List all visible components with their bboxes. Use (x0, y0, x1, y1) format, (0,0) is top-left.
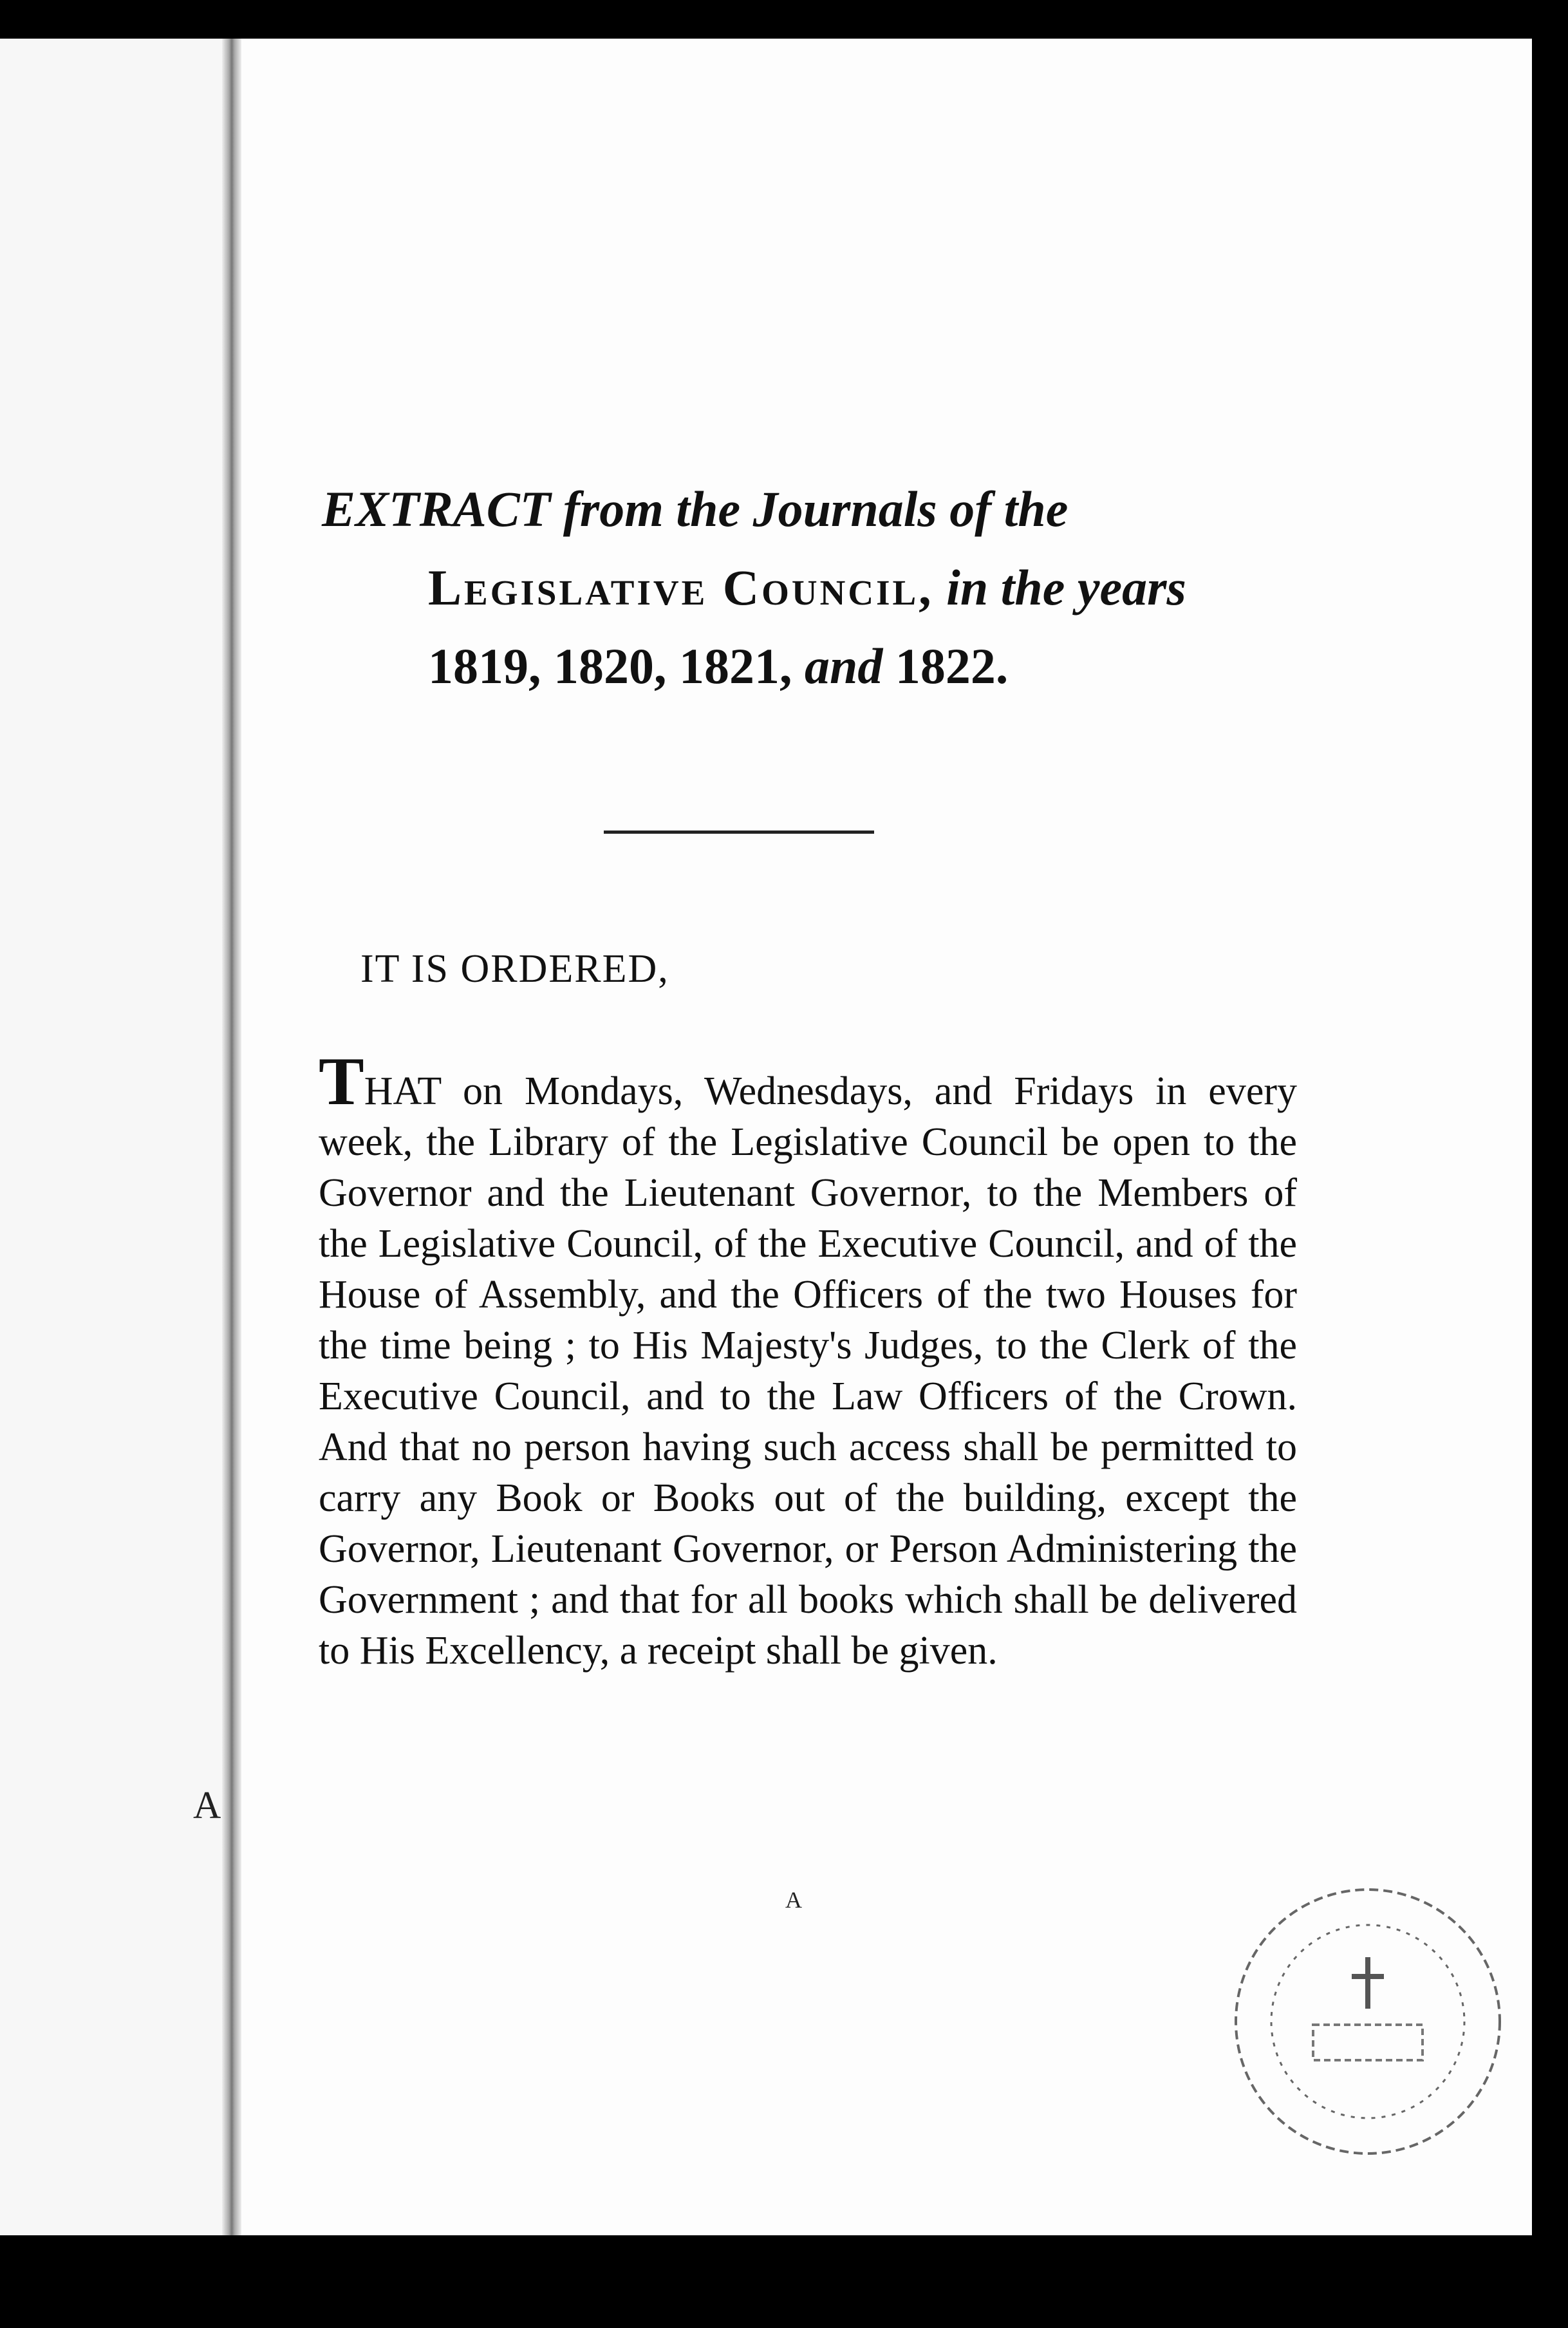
drop-cap: T (319, 1044, 364, 1119)
divider-rule (604, 831, 874, 834)
title-years: 1819, 1820, 1821, (428, 638, 792, 694)
book-gutter (222, 39, 241, 2235)
title-extract: EXTRACT (322, 481, 551, 537)
library-stamp-icon (1217, 1880, 1519, 2163)
title-line-1 (322, 470, 1300, 549)
title-line-2 (322, 549, 1300, 627)
title-line1-rest: from the Journals of the (563, 481, 1069, 537)
title-legislative-council: Legislative Council, (428, 559, 934, 615)
facing-page (0, 39, 239, 2235)
ordered-heading: IT IS ORDERED, (360, 947, 669, 991)
title-last-year: 1822. (895, 638, 1009, 694)
order-paragraph (319, 1044, 1297, 1676)
title-and: and (805, 638, 883, 694)
signature-mark: A (785, 1887, 802, 1913)
title-in-the-years: in the years (946, 559, 1186, 615)
paragraph-text: HAT on Mondays, Wednesdays, and Fridays in every week, the Library of the Legislative Council be open to the Governor and the Lieutenant Governor, to the Members of the Legislative Council, of the Executive Council, and of the House of Assembly, and the Officers of the two Houses for the time being ; to His Majesty's Judges, to the Clerk of the Executive Council, and to the Law Officers of the Crown. And that no person having such access shall be permitted to carry any Book or Books out of the building, except the Governor, Lieutenant Governor, or Person Administering the Government ; and that for all books which shall be delivered to His Excellency, a receipt shall be given. (319, 1069, 1297, 1673)
margin-signature-mark: A (193, 1784, 221, 1826)
title-line-3 (322, 627, 1300, 706)
page-title (322, 470, 1300, 706)
